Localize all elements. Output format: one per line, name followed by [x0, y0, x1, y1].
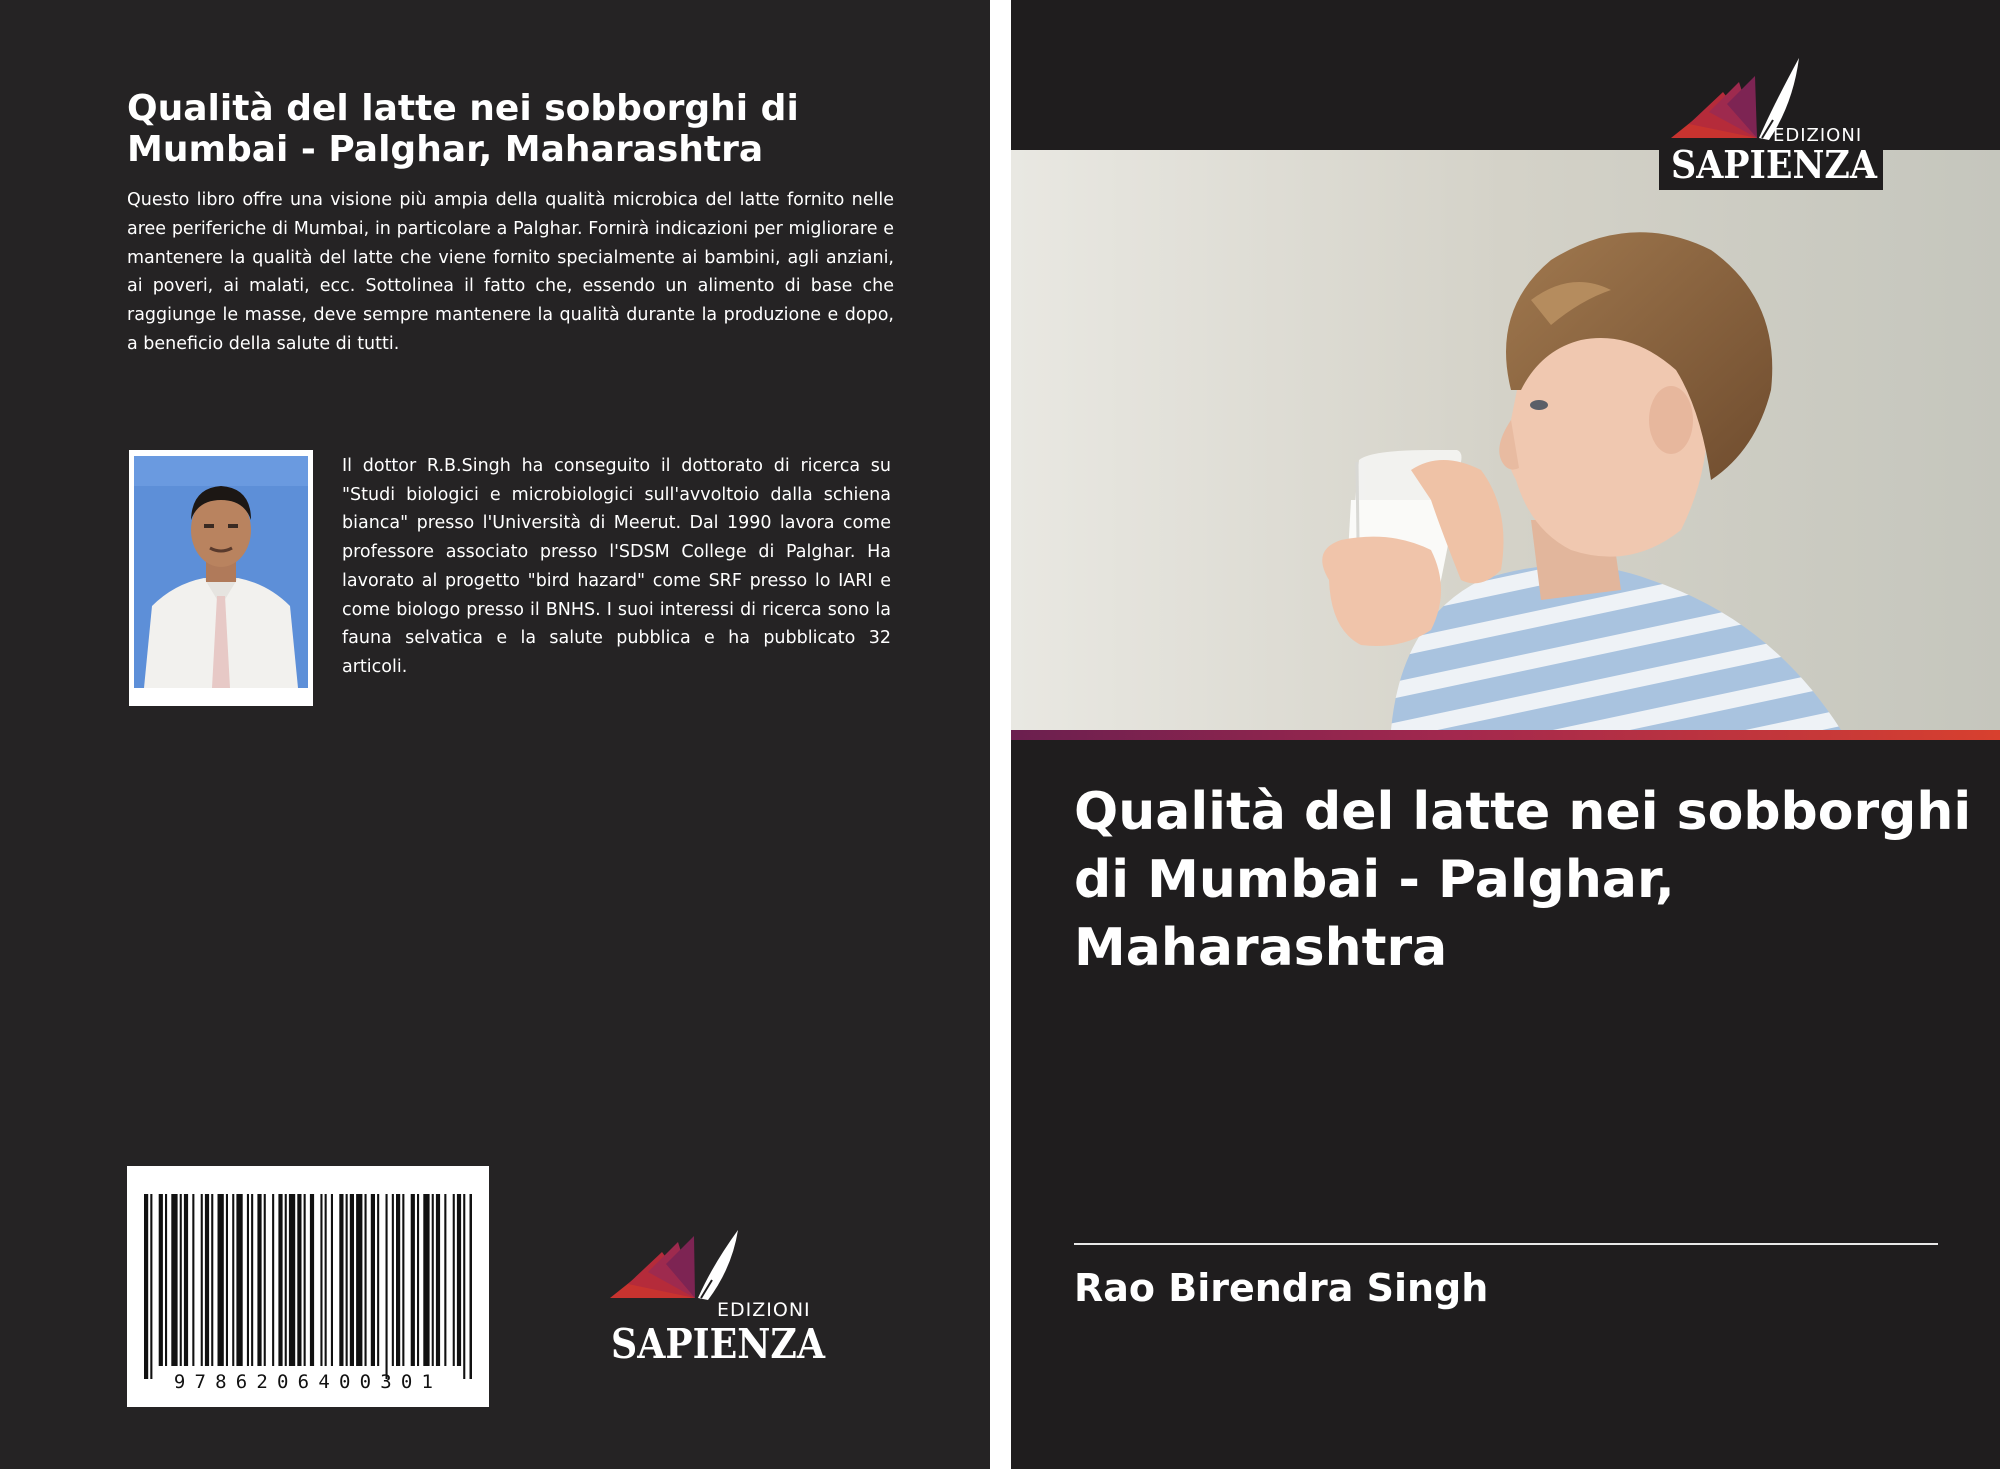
barcode-bar: [457, 1194, 461, 1366]
front-publisher-logo: [1659, 54, 1883, 190]
barcode-bar: [325, 1194, 327, 1366]
back-logo-sapienza: SAPIENZA: [611, 1320, 827, 1368]
barcode-bar: [272, 1194, 274, 1366]
barcode-bar: [320, 1194, 322, 1366]
spine-gap: [990, 0, 1011, 1469]
barcode-bar: [297, 1194, 301, 1366]
barcode-bar: [463, 1194, 465, 1379]
author-biography: Il dottor R.B.Singh ha conseguito il dottorato di ricerca su "Studi biologici e microbiologici sull'avvoltoio dalla schiena bianca" presso l'Università di Meerut. Dal 1990 lavora come professore associato presso l'SDSM College di Palghar. Ha lavorato al progetto "bird hazard" come SRF presso lo IARI e come biologo presso il BNHS. I suoi interessi di ricerca sono la fauna selvatica e la salute pubblica e ha pubblicato 32 articoli.: [342, 456, 891, 677]
barcode-digits: 9786206400301: [173, 1371, 443, 1393]
barcode-bar: [247, 1194, 249, 1366]
barcode-bar: [285, 1194, 287, 1366]
barcode-bar: [232, 1194, 234, 1366]
barcode-bar: [236, 1194, 242, 1366]
front-cover-author: Rao Birendra Singh: [1074, 1266, 1489, 1310]
isbn-barcode: [127, 1166, 489, 1407]
front-logo-sapienza: SAPIENZA: [1671, 142, 1878, 187]
barcode-bar: [371, 1194, 375, 1366]
barcode-bar: [386, 1194, 388, 1379]
fan-and-quill-logo: [610, 1230, 738, 1300]
barcode-bar: [411, 1194, 415, 1366]
back-publisher-logo: [600, 1228, 830, 1368]
back-cover-blurb: Questo libro offre una visione più ampia della qualità microbica del latte fornito nelle aree periferiche di Mumbai, in particolare a Palghar. Fornirà indicazioni per migliorare e mantenere la qualità del latte che viene fornito specialmente ai bambini, agli anziani, ai poveri, ai malati, ecc. Sottolinea il fatto che, essendo un alimento di base che raggiunge le masse, deve sempre mantenere la qualità durante la produzione e dopo, a beneficio della salute di tutti.: [127, 190, 894, 354]
author-portrait-photo: [129, 450, 313, 706]
barcode-bar: [402, 1194, 404, 1366]
barcode-bar: [205, 1194, 209, 1366]
barcode-bar: [350, 1194, 354, 1366]
barcode-bar: [251, 1194, 253, 1366]
barcode-bar: [165, 1194, 167, 1366]
barcode-bar: [444, 1194, 446, 1366]
front-logo-edizioni: EDIZIONI: [1773, 125, 1863, 146]
barcode-bar: [377, 1194, 379, 1366]
barcode-bar: [201, 1194, 203, 1366]
barcode-bars: [144, 1194, 472, 1379]
barcode-bar: [432, 1194, 434, 1366]
barcode-bar: [171, 1194, 177, 1366]
author-portrait-image: [134, 456, 308, 688]
back-cover-title: Qualità del latte nei sobborghi di Mumbai - Palghar, Maharashtra: [127, 88, 799, 170]
back-logo-edizioni: EDIZIONI: [717, 1299, 811, 1321]
barcode-bar: [356, 1194, 362, 1366]
barcode-bar: [144, 1194, 148, 1379]
barcode-bar: [264, 1194, 266, 1366]
back-cover: [0, 0, 990, 1469]
barcode-bar: [278, 1194, 282, 1366]
barcode-bar: [346, 1194, 348, 1366]
title-author-divider: [1074, 1243, 1938, 1245]
barcode-bar: [289, 1194, 295, 1366]
front-cover-title: Qualità del latte nei sobborghi di Mumbai - Palghar, Maharashtra: [1074, 782, 1972, 978]
barcode-bar: [365, 1194, 367, 1366]
barcode-bar: [159, 1194, 163, 1366]
barcode-bar: [211, 1194, 213, 1366]
barcode-bar: [304, 1194, 306, 1366]
barcode-bar: [331, 1194, 333, 1366]
accent-color-band: [1011, 730, 2000, 740]
barcode-bar: [392, 1194, 394, 1366]
front-publisher-logo-box: [1659, 54, 1883, 190]
barcode-bar: [218, 1194, 224, 1366]
barcode-bar: [396, 1194, 400, 1366]
barcode-bar: [436, 1194, 440, 1366]
barcode-bar: [310, 1194, 314, 1366]
barcode-bar: [453, 1194, 455, 1366]
barcode-bar: [150, 1194, 152, 1379]
barcode-bar: [192, 1194, 194, 1366]
barcode-bar: [470, 1194, 473, 1379]
barcode-bar: [184, 1194, 188, 1366]
barcode-bar: [226, 1194, 228, 1366]
barcode-bar: [423, 1194, 429, 1366]
front-cover: [1011, 0, 2000, 1469]
barcode-bar: [417, 1194, 419, 1366]
barcode-bar: [257, 1194, 261, 1366]
barcode-bar: [339, 1194, 343, 1366]
cover-photo-image: [1011, 150, 2000, 730]
barcode-bar: [180, 1194, 182, 1366]
boy-drinking-milk-photo: [1011, 150, 2000, 730]
